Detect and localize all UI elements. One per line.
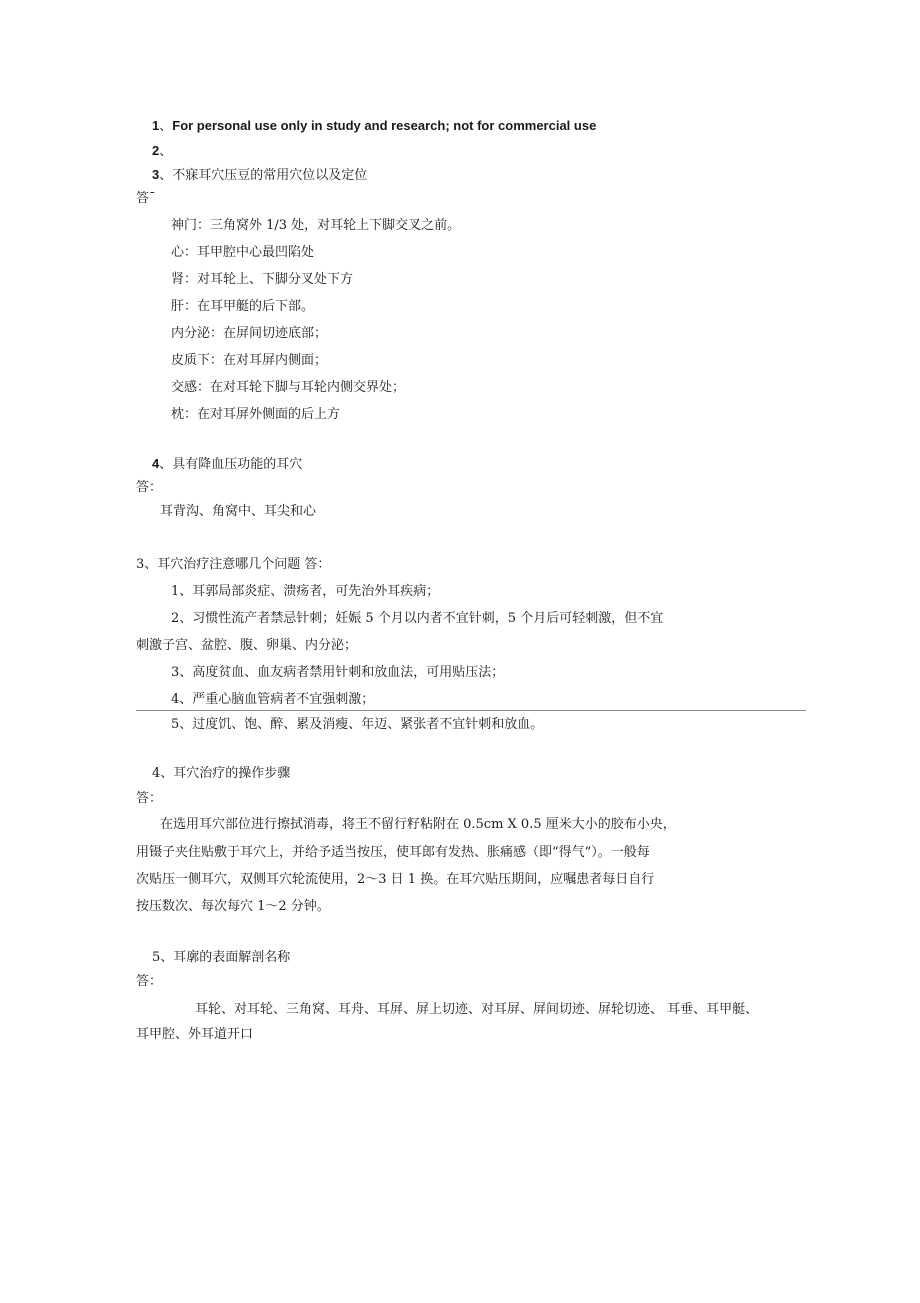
section-2-heading: [152, 455, 302, 474]
acupoint-item: 肾：对耳轮上、下脚分叉处下方: [171, 272, 354, 287]
acupoint-item: 内分泌：在屏间切迹底部；: [171, 326, 328, 341]
precaution-item: 5、过度饥、饱、醉、累及消瘦、年迈、紧张者不宜针刺和放血。: [171, 717, 544, 732]
section-1-number: 3: [152, 167, 160, 182]
header-line-1-separator: 、: [159, 119, 173, 134]
section-2-answer-label: 答：: [136, 480, 163, 495]
section-4-heading: 4、耳穴治疗的操作步骤: [152, 766, 291, 781]
section-1-answer-label: 答ˉ: [136, 191, 156, 206]
precaution-item: 1、耳郭局部炎症、溃疡者，可先治外耳疾病；: [171, 584, 440, 599]
acupoint-item: 肝：在耳甲艇的后下部。: [171, 299, 315, 314]
header-line-1-number: 1: [152, 118, 160, 133]
procedure-line: 按压数次、每次每穴 1〜2 分钟。: [136, 899, 330, 914]
header-line-1-text: For personal use only in study and research; not for commercial use: [172, 118, 597, 133]
acupoint-item: 皮质下：在对耳屏内侧面；: [171, 353, 328, 368]
acupoint-item: 交感：在对耳轮下脚与耳轮内侧交界处；: [171, 380, 406, 395]
precaution-item: 4、严重心脑血管病者不宜强刺激；: [171, 692, 375, 707]
procedure-line: 次贴压一侧耳穴，双侧耳穴轮流使用，2〜3 日 1 换。在耳穴贴压期间，应嘱患者每日自行: [136, 872, 655, 887]
acupoint-item: 神门：三角窝外 1/3 处，对耳轮上下脚交叉之前。: [171, 218, 461, 233]
procedure-line: 用镊子夹住贴敷于耳穴上，并给予适当按压，使耳郎有发热、胀痛感（即“得气”）。一般每: [136, 845, 650, 860]
acupoint-item: 枕：在对耳屏外侧面的后上方: [171, 407, 341, 422]
procedure-line: 在选用耳穴部位进行擦拭消毒，将王不留行籽粘附在 0.5cm X 0.5 厘米大小的胶布小央，: [160, 817, 676, 832]
header-line-2-separator: 、: [159, 144, 173, 159]
section-2-body: 耳背沟、角窝中、耳尖和心: [160, 504, 317, 519]
header-line-1: [152, 117, 596, 136]
horizontal-rule: [136, 710, 806, 711]
section-2-title: 、具有降血压功能的耳穴: [159, 457, 303, 472]
section-5-heading: 5、耳廓的表面解剖名称: [152, 950, 291, 965]
anatomy-line: 耳甲腔、外耳道开口: [136, 1027, 254, 1042]
section-4-answer-label: 答：: [136, 791, 163, 806]
section-2-number: 4: [152, 456, 160, 471]
precaution-item: 2、习惯性流产者禁忌针刺；妊娠 5 个月以内者不宜针刺，5 个月后可轻刺激，但不宜: [171, 611, 664, 626]
precaution-item: 3、高度贫血、血友病者禁用针刺和放血法，可用贴压法；: [171, 665, 505, 680]
header-line-2-number: 2: [152, 143, 160, 158]
precaution-item-continued: 刺激子宫、盆腔、腹、卵巢、内分泌；: [136, 638, 358, 653]
section-5-answer-label: 答：: [136, 974, 163, 989]
header-line-2: [152, 142, 172, 161]
section-3-heading: 3、耳穴治疗注意哪几个问题 答：: [136, 557, 331, 572]
section-1-heading: [152, 166, 367, 185]
anatomy-line: 耳轮、对耳轮、三角窝、耳舟、耳屏、屏上切迹、对耳屏、屏间切迹、屏轮切迹、 耳垂、耳甲艇、: [195, 1002, 759, 1017]
section-1-title: 、不寐耳穴压豆的常用穴位以及定位: [159, 168, 368, 183]
acupoint-item: 心：耳甲腔中心最凹陷处: [171, 245, 315, 260]
